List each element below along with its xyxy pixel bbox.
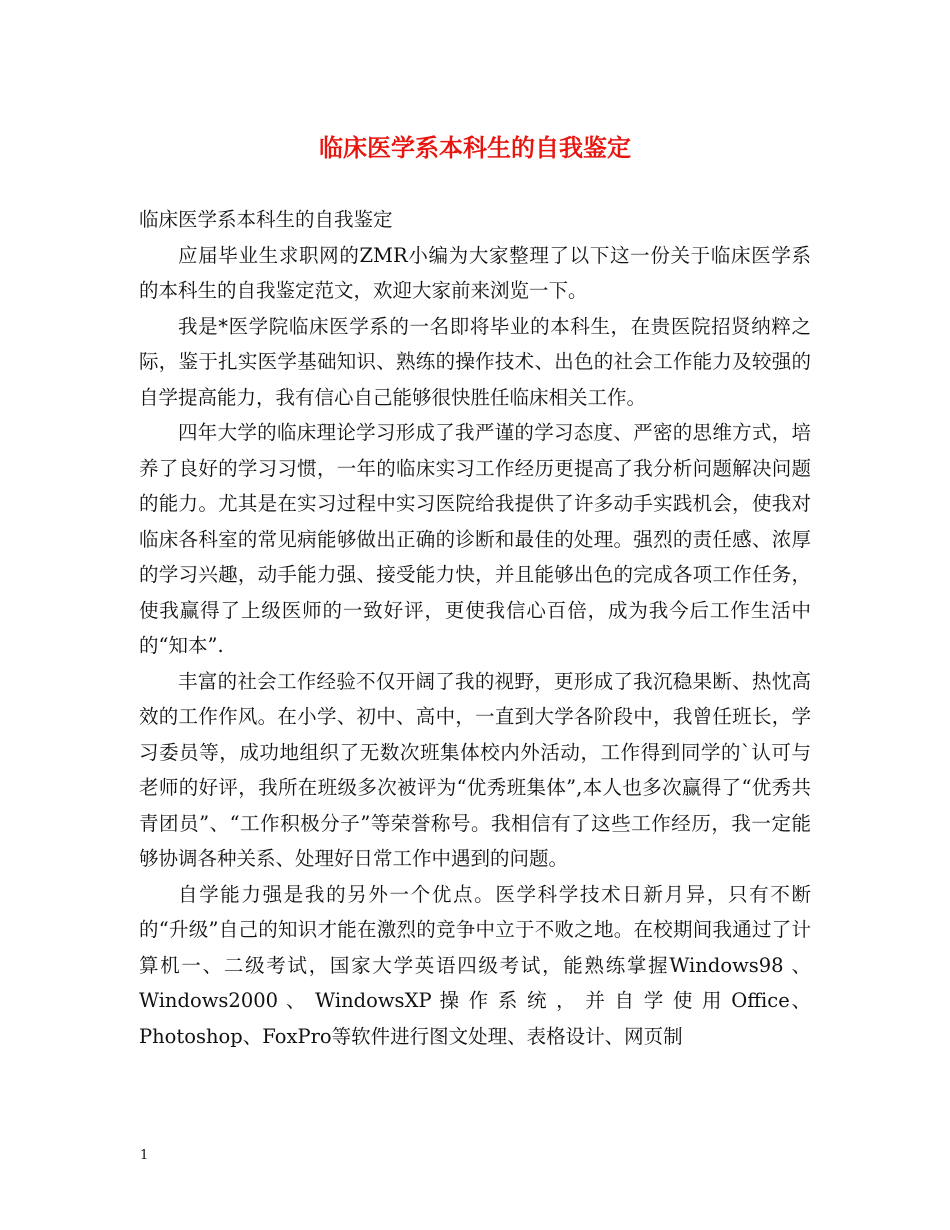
document-body <box>139 202 811 1054</box>
paragraph-intro: 应届毕业生求职网的ZMR小编为大家整理了以下这一份关于临床医学系的本科生的自我鉴定范文，欢迎大家前来浏览一下。 <box>139 243 811 302</box>
page-number: 1 <box>140 1148 149 1163</box>
paragraph-self-intro: 我是*医学院临床医学系的一名即将毕业的本科生，在贵医院招贤纳粹之际，鉴于扎实医学基础知识、熟练的操作技术、出色的社会工作能力及较强的自学提高能力，我有信心自己能够很快胜任临床相关工作。 <box>139 314 811 409</box>
document-subtitle: 临床医学系本科生的自我鉴定 <box>139 208 393 231</box>
paragraph-self-learning: 自学能力强是我的另外一个优点。医学科学技术日新月异，只有不断的“升级”自己的知识才能在激烈的竞争中立于不败之地。在校期间我通过了计算机一、二级考试，国家大学英语四级考试，能熟练掌握Windows98 、 Windows2000 、 WindowsXP 操 作 系 统 ， 并 自 学 使 用 Office、Photoshop、FoxPro等软件进行图文处理、表格设计、网页制 <box>139 882 811 1048</box>
document-title: 临床医学系本科生的自我鉴定 <box>319 134 631 162</box>
paragraph-social-work: 丰富的社会工作经验不仅开阔了我的视野，更形成了我沉稳果断、热忱高效的工作作风。在小学、初中、高中，一直到大学各阶段中，我曾任班长，学习委员等，成功地组织了无数次班集体校内外活动，工作得到同学的`认可与老师的好评，我所在班级多次被评为“优秀班集体”,本人也多次赢得了“优秀共青团员”、“工作积极分子”等荣誉称号。我相信有了这些工作经历，我一定能够协调各种关系、处理好日常工作中遇到的问题。 <box>139 669 811 870</box>
paragraph-study: 四年大学的临床理论学习形成了我严谨的学习态度、严密的思维方式，培养了良好的学习习惯，一年的临床实习工作经历更提高了我分析问题解决问题的能力。尤其是在实习过程中实习医院给我提供了许多动手实践机会，使我对临床各科室的常见病能够做出正确的诊断和最佳的处理。强烈的责任感、浓厚的学习兴趣，动手能力强、接受能力快，并且能够出色的完成各项工作任务，使我赢得了上级医师的一致好评，更使我信心百倍，成为我今后工作生活中的“知本”. <box>139 421 811 657</box>
